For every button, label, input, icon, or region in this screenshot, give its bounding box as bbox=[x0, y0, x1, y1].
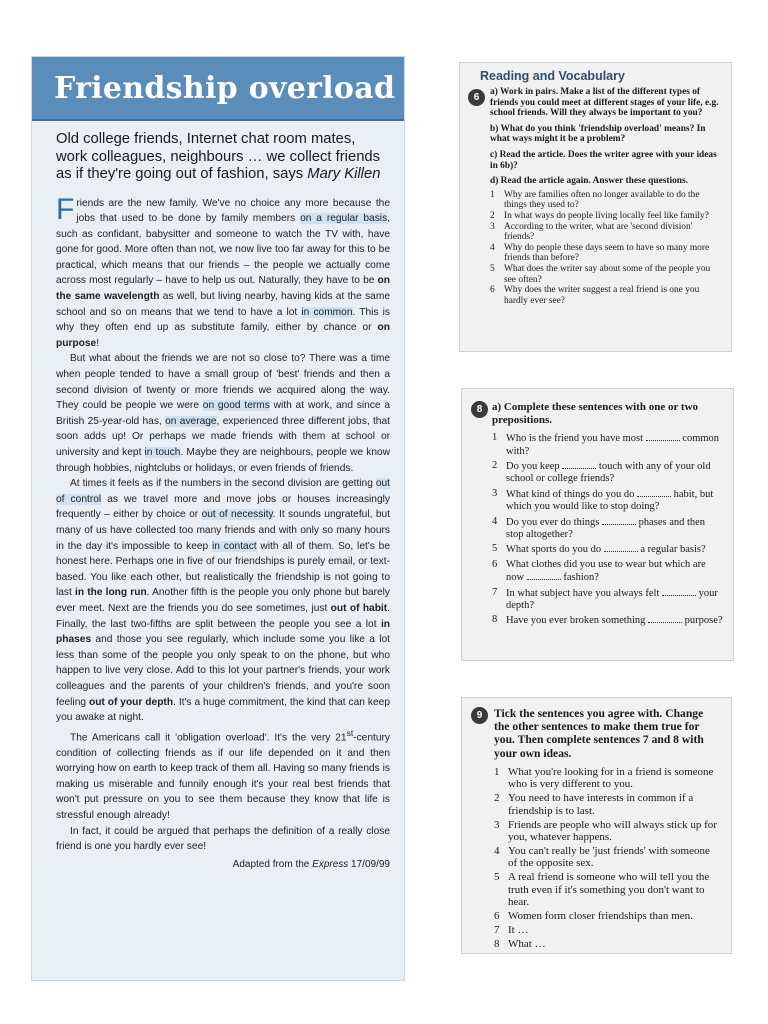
highlight: in common bbox=[301, 306, 353, 318]
text: with all of them. So, let's be honest here. Perhaps one in five of our friendships is purely email, or text-based. You like each other, but realistically the friendship is not going to last bbox=[56, 540, 390, 599]
item-number: 2 bbox=[494, 792, 500, 805]
item-number: 5 bbox=[494, 871, 500, 884]
instruction-d: d) Read the article again. Answer these questions. bbox=[490, 176, 688, 187]
list-item bbox=[492, 488, 723, 514]
highlight: in contact bbox=[212, 540, 257, 552]
item-text: What you're looking for in a friend is someone who is very different to you. bbox=[508, 765, 714, 791]
item-number: 7 bbox=[492, 586, 498, 598]
item-text: Have you ever broken something bbox=[506, 615, 649, 627]
item-text: Do you ever do things bbox=[506, 516, 602, 528]
answer-blank bbox=[646, 432, 680, 441]
item-number: 1 bbox=[494, 765, 500, 778]
list-item bbox=[494, 924, 721, 936]
highlight: out of necessity bbox=[201, 509, 273, 521]
bold-phrase: out of habit bbox=[330, 602, 388, 614]
instruction: Tick the sentences you agree with. Change the other sentences to make them true for you. Then complete sentences 7 and 8 with your own ideas. bbox=[494, 707, 704, 760]
text: . It sounds ungrateful, but many of us have collected too many friends and with only so many hours in the day it's impossible to keep bbox=[56, 509, 391, 552]
article-intro bbox=[32, 121, 404, 184]
highlight: on a regular basis bbox=[300, 213, 388, 225]
item-text: What does the writer say about some of the people you see often? bbox=[504, 263, 711, 285]
item-number: 3 bbox=[492, 487, 498, 499]
list-item bbox=[490, 211, 721, 222]
list-item bbox=[494, 792, 721, 817]
list-item bbox=[494, 910, 721, 922]
highlight: in touch bbox=[144, 447, 181, 458]
text: , such as confidant, babysitter and someone to watch the TV with, have gone for good. More often than not, we now live too far away for this to be practical, which means that our friends – the people we actually come across most regularly – have to help us out. Naturally, they have to be bbox=[56, 213, 391, 287]
text: and those you see regularly, which include some you like a lot less than some of the people you only speak to on the phone, but who happen to live very close. Add to this lot your partner's friends, your work colleagues and the parents of your children's friends, and you're soon feeling bbox=[56, 634, 390, 708]
answer-blank bbox=[562, 460, 596, 469]
exercise-8-box bbox=[461, 388, 734, 661]
item-text: What clothes did you use to wear but which are now bbox=[506, 558, 706, 584]
answer-blank bbox=[637, 488, 671, 497]
item-text: According to the writer, what are 'second division' friends? bbox=[504, 221, 693, 243]
item-text: Why are families often no longer available to do the things they used to? bbox=[504, 189, 700, 211]
intro-text: Old college friends, Internet chat room mates, work colleagues, neighbours … we collect friends as if they're going out of fashion, says bbox=[56, 131, 381, 182]
text: -century condition of collecting friends as if our life depended on it and then worrying how on earth to keep track of them all. Having so many friends is making us miserable and funnily enough it's your real best friends that won't put pressure on you to see them because they know that life is stressful enough already! bbox=[56, 732, 390, 822]
item-text: fashion? bbox=[560, 572, 599, 584]
item-text: your depth? bbox=[506, 587, 718, 612]
article-author: Mary Killen bbox=[307, 166, 381, 182]
text: . Finally, the last two-fifths are split between the people you see a lot bbox=[56, 602, 391, 630]
list-item bbox=[494, 845, 721, 870]
list-item bbox=[494, 938, 721, 950]
item-text: habit, but which you would like to stop doing? bbox=[506, 488, 714, 513]
list-item bbox=[492, 460, 723, 486]
paragraph-4 bbox=[56, 726, 390, 824]
item-text: a regular basis? bbox=[637, 544, 706, 556]
bold-phrase: on purpose bbox=[56, 322, 390, 349]
item-text: Why do people these days seem to have so many more friends than before? bbox=[504, 242, 710, 264]
publication: Express bbox=[312, 858, 349, 870]
bold-phrase: on the same wavelength bbox=[56, 275, 390, 303]
list-item bbox=[490, 264, 721, 285]
text: The Americans call it 'obligation overload'. It's the very 21 bbox=[70, 732, 347, 744]
list-item bbox=[492, 432, 723, 458]
section-heading: Reading and Vocabulary bbox=[480, 69, 625, 83]
text: ! bbox=[96, 337, 100, 349]
answer-blank bbox=[527, 571, 561, 580]
bold-phrase: in the long run bbox=[75, 587, 147, 599]
text: 17/09/99 bbox=[348, 858, 390, 870]
paragraph-5: In fact, it could be argued that perhaps the definition of a really close friend is one you hardly ever see! bbox=[56, 825, 390, 853]
item-number: 3 bbox=[494, 818, 500, 831]
list-item bbox=[492, 614, 723, 627]
item-text: It … bbox=[508, 924, 529, 937]
item-number: 2 bbox=[490, 210, 495, 221]
highlight: on good terms bbox=[202, 400, 270, 412]
answer-blank bbox=[602, 516, 636, 525]
highlight: out of control bbox=[56, 478, 390, 505]
article-title: Friendship overload bbox=[54, 71, 396, 106]
item-text: What sports do you do bbox=[506, 544, 604, 556]
instruction-b: b) What do you think 'friendship overload' means? In what ways might it be a problem? bbox=[490, 123, 706, 145]
list-item bbox=[494, 766, 721, 791]
instruction-a: a) Work in pairs. Make a list of the different types of friends you could meet at different stages of your life, e.g. school friends. Will they always be important to you? bbox=[490, 87, 719, 119]
article-credit bbox=[32, 855, 404, 870]
item-number: 2 bbox=[492, 460, 498, 471]
instruction-c: c) Read the article. Does the writer agree with your ideas in 6b)? bbox=[490, 149, 717, 171]
list-item bbox=[492, 559, 723, 585]
list-item bbox=[492, 543, 723, 556]
item-text: common with? bbox=[506, 433, 720, 457]
article-banner bbox=[32, 57, 404, 121]
item-number: 6 bbox=[492, 558, 498, 570]
item-text: Friends are people who will always stick up for you, whatever happens. bbox=[508, 818, 717, 844]
instruction: a) Complete these sentences with one or two prepositions. bbox=[492, 401, 699, 426]
text: with at work, and since a British 25-year-old has, bbox=[56, 400, 391, 427]
list-item bbox=[490, 222, 721, 243]
answer-blank bbox=[604, 543, 638, 552]
item-number: 4 bbox=[490, 242, 495, 253]
item-number: 4 bbox=[492, 515, 498, 527]
list-item bbox=[494, 871, 721, 908]
bold-phrase: in phases bbox=[56, 618, 390, 646]
exercise-number-badge: 6 bbox=[468, 89, 485, 106]
paragraph-3 bbox=[56, 476, 390, 726]
list-item bbox=[490, 190, 721, 211]
item-text: A real friend is someone who will tell you the truth even if it's something you don't want to hear. bbox=[508, 871, 710, 909]
text: . Another fifth is the people you only phone but barely ever meet. Next are the friends you do see sometimes, just bbox=[56, 587, 390, 614]
text: Adapted from the bbox=[232, 858, 313, 870]
text: . Maybe they are neighbours, people we know through hobbies, nightclubs or holidays, or even friends of friends. bbox=[56, 447, 391, 474]
superscript: st bbox=[346, 727, 354, 738]
paragraph-1 bbox=[56, 192, 391, 352]
text: But what about the friends we are not so close to? There was a time when people tended to have a small group of 'best' friends and then a second division of twenty or more friends we acquired along the way. They could be people we were bbox=[56, 353, 390, 412]
item-text: In what subject have you always felt bbox=[506, 587, 662, 599]
article-panel bbox=[31, 56, 405, 981]
item-text: touch with any of your old school or college friends? bbox=[506, 461, 711, 485]
highlight: on average bbox=[165, 415, 217, 427]
exercise-number-badge: 8 bbox=[471, 401, 488, 418]
item-number: 5 bbox=[492, 543, 498, 555]
text: At times it feels as if the numbers in the second division are getting bbox=[70, 478, 376, 490]
item-text: phases and then stop altogether? bbox=[506, 516, 706, 541]
item-text: You can't really be 'just friends' with someone of the opposite sex. bbox=[508, 845, 710, 870]
list-item bbox=[494, 819, 721, 844]
exercise-6-box bbox=[459, 62, 732, 352]
exercise-9-box bbox=[461, 697, 732, 954]
item-number: 7 bbox=[494, 924, 500, 937]
text: as we travel more and move jobs or houses increasingly frequently – either by choice or bbox=[56, 493, 390, 521]
list-item bbox=[490, 285, 721, 306]
text: , experienced three different jobs, that soon adds up! Or perhaps we made friends with them at school or university and kept bbox=[56, 415, 390, 458]
item-number: 6 bbox=[494, 910, 500, 923]
bold-phrase: out of your depth bbox=[88, 696, 174, 708]
item-text: Who is the friend you have most bbox=[506, 433, 646, 445]
item-text: What … bbox=[508, 938, 546, 951]
text: . It's a huge commitment, the kind that can keep you awake at night. bbox=[56, 696, 391, 724]
item-number: 8 bbox=[492, 614, 498, 626]
list-item bbox=[492, 587, 723, 613]
text: . This is why they often end up as substitute family, either by chance or bbox=[56, 306, 391, 334]
item-number: 5 bbox=[490, 263, 495, 274]
answer-blank bbox=[662, 587, 696, 596]
item-text: In what ways do people living locally feel like family? bbox=[504, 210, 709, 221]
item-text: Do you keep bbox=[506, 461, 563, 472]
item-text: Women form closer friendships than men. bbox=[508, 910, 693, 923]
article-body bbox=[32, 184, 404, 855]
item-text: Why does the writer suggest a real friend is one you hardly ever see? bbox=[504, 285, 700, 306]
list-item bbox=[490, 243, 721, 264]
list-item bbox=[492, 516, 723, 542]
exercise-number-badge: 9 bbox=[471, 707, 488, 724]
item-number: 4 bbox=[494, 845, 500, 858]
item-text: purpose? bbox=[682, 615, 723, 627]
answer-blank bbox=[648, 614, 682, 623]
paragraph-2 bbox=[56, 351, 390, 476]
item-number: 6 bbox=[490, 285, 495, 296]
item-number: 1 bbox=[490, 189, 495, 200]
item-text: What kind of things do you do bbox=[506, 488, 637, 500]
item-text: You need to have interests in common if a friendship is to last. bbox=[508, 792, 694, 817]
item-number: 8 bbox=[494, 938, 500, 951]
text: riends are the new family. We've no choice any more because the jobs that used to be done by family members bbox=[76, 197, 390, 225]
text: as well, but living nearby, having kids at the same school and so on means that we tend to have a lot bbox=[56, 291, 390, 318]
item-number: 3 bbox=[490, 221, 495, 232]
drop-cap: F bbox=[56, 192, 75, 226]
item-number: 1 bbox=[492, 432, 498, 444]
